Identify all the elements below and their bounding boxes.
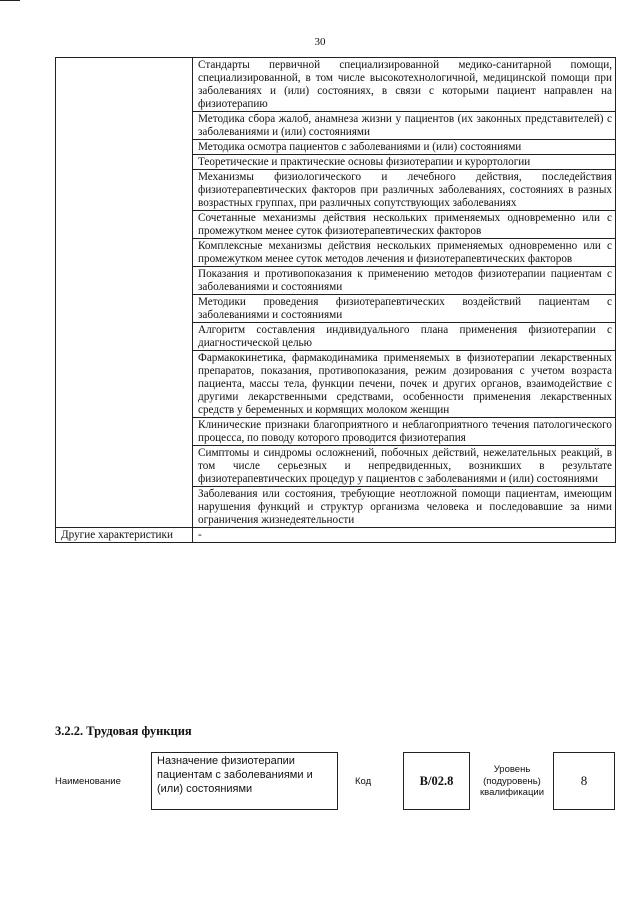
- section-title: 3.2.2. Трудовая функция: [55, 724, 192, 738]
- requirement-item: Сочетанные механизмы действия нескольких применяемых одновременно или с промежутком менее суток физиотерапевтических факторов: [193, 211, 616, 239]
- requirement-item: Симптомы и синдромы осложнений, побочных действий, нежелательных реакций, в том числе серьезных и непредвиденных, возникших в результате физиотерапевтических процедур у пациентов с заболеваниями и (или) состояниями: [193, 446, 616, 487]
- code-label: Код: [355, 776, 372, 787]
- page-number: 30: [314, 36, 326, 48]
- requirement-item: Заболевания или состояния, требующие неотложной помощи пациентам, имеющим нарушения функций и структур организма человека и последовавшие за ними ограничения жизнедеятельности: [193, 487, 616, 528]
- knowledge-requirements-table: [55, 57, 616, 543]
- table-row: [56, 58, 616, 112]
- function-name-box: Назначение физиотерапии пациентам с заболеваниями и (или) состояниями: [151, 752, 338, 810]
- function-code-box: B/02.8: [403, 752, 470, 810]
- requirement-item: Фармакокинетика, фармакодинамика применяемых в физиотерапии лекарственных препаратов, показания, противопоказания, режим дозирования с учетом возраста пациента, массы тела, функции печени, почек и других органов, взаимодействие с другими лекарственными средствами, особенности применения лекарственных средств у беременных и кормящих молоком женщин: [193, 351, 616, 418]
- requirement-item: Показания и противопоказания к применению методов физиотерапии пациентам с заболеваниями и состояниями: [193, 267, 616, 295]
- name-label: Наименование: [55, 776, 121, 787]
- requirement-item: Клинические признаки благоприятного и неблагоприятного течения патологического процесса, по поводу которого проводится физиотерапия: [193, 418, 616, 446]
- table-row: [56, 528, 616, 543]
- other-characteristics-label: Другие характеристики: [56, 528, 193, 543]
- level-label: Уровень (подуровень) квалификации: [479, 764, 545, 798]
- top-edge-rule: [0, 0, 20, 1]
- requirement-item: Методика сбора жалоб, анамнеза жизни у пациентов (их законных представителей) с заболеваниями и (или) состояниями: [193, 112, 616, 140]
- requirement-item: Теоретические и практические основы физиотерапии и курортологии: [193, 155, 616, 170]
- table-left-cell: [56, 58, 193, 528]
- requirement-item: Методики проведения физиотерапевтических воздействий пациентам с заболеваниями и состояниями: [193, 295, 616, 323]
- qualification-level-box: 8: [553, 752, 615, 810]
- other-characteristics-value: -: [193, 528, 616, 543]
- requirement-item: Алгоритм составления индивидуального плана применения физиотерапии с диагностической целью: [193, 323, 616, 351]
- requirement-item: Механизмы физиологического и лечебного действия, последействия физиотерапевтических факторов при различных заболеваниях, состояниях в разных возрастных группах, при различных сопутствующих заболеваниях: [193, 170, 616, 211]
- requirement-item: Комплексные механизмы действия нескольких применяемых одновременно или с промежутком менее суток методов лечения и физиотерапевтических факторов: [193, 239, 616, 267]
- requirement-item: Методика осмотра пациентов с заболеваниями и (или) состояниями: [193, 140, 616, 155]
- requirement-item: Стандарты первичной специализированной медико-санитарной помощи, специализированной, в том числе высокотехнологичной, медицинской помощи при заболеваниях и (или) состояниях, в связи с которыми пациент направлен на физиотерапию: [193, 58, 616, 112]
